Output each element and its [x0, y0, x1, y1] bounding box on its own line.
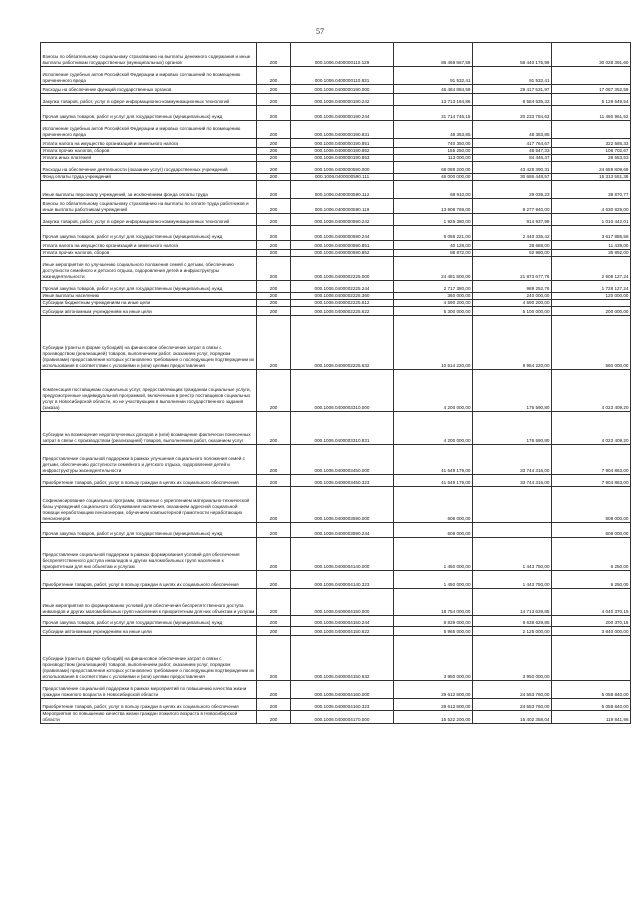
row-budget-code-cell: 000.1006.0400003310.000 [291, 370, 394, 412]
row-unexecuted-amount-cell: 5 058 840,00 [552, 699, 631, 711]
row-approved-amount-cell: 1 450 000,00 [394, 538, 473, 571]
row-executed-amount-cell: 30 686 448,57 [473, 174, 552, 181]
row-approved-amount-cell: 91 532,41 [394, 67, 473, 85]
row-executed-amount-cell: 176 590,80 [473, 412, 552, 445]
row-budget-code-cell: 000.1006.0400000110.831 [291, 67, 394, 85]
row-unexecuted-amount-cell [552, 67, 631, 85]
row-executed-amount-cell: 33 744 316,00 [473, 445, 552, 475]
row-executed-amount-cell: 28 688,00 [473, 241, 552, 250]
row-executed-amount-cell: 5 100 000,00 [473, 307, 552, 316]
row-budget-code-cell: 000.1006.0400004150.622 [291, 627, 394, 636]
row-executed-amount-cell [473, 487, 552, 523]
row-name-cell: Предоставление социальной поддержки в рамках формирования условий для обеспечения беспрепятственного доступа инвалидов и других маломобильных групп населения к приоритетным для них объектам и услугам [41, 538, 257, 571]
row-admin-code-cell: 200 [257, 370, 291, 412]
row-unexecuted-amount-cell: 4 630 829,00 [552, 199, 631, 214]
row-executed-amount-cell: 58 440 175,99 [473, 43, 552, 67]
row-approved-amount-cell: 3 950 000,00 [394, 636, 473, 681]
row-name-cell: Фонд оплаты труда учреждений [41, 174, 257, 181]
row-executed-amount-cell: 43 428 390,31 [473, 162, 552, 174]
row-budget-code-cell: 000.1006.0400004170.000 [291, 711, 394, 724]
row-unexecuted-amount-cell: 3 840 000,00 [552, 627, 631, 636]
row-unexecuted-amount-cell [552, 300, 631, 307]
table-row [41, 445, 631, 475]
row-budget-code-cell: 000.1006.0400000590.242 [291, 214, 394, 226]
table-row [41, 199, 631, 214]
row-budget-code-cell: 000.1006.0400004150.632 [291, 636, 394, 681]
row-executed-amount-cell: 14 713 629,85 [473, 589, 552, 616]
row-name-cell: Уплата иных платежей [41, 155, 257, 162]
row-executed-amount-cell: 240 000,00 [473, 293, 552, 300]
row-approved-amount-cell: 13 713 184,86 [394, 94, 473, 106]
row-admin-code-cell: 200 [257, 571, 291, 589]
row-name-cell: Прочая закупка товаров, работ и услуг для государственных (муниципальных) нужд [41, 616, 257, 627]
row-budget-code-cell: 000.1006.0400000190.242 [291, 94, 394, 106]
row-budget-code-cell: 000.1006.0400003590.000 [291, 487, 394, 523]
row-unexecuted-amount-cell: 1 728 127,24 [552, 281, 631, 293]
row-budget-code-cell: 000.1006.0400000190.853 [291, 155, 394, 162]
row-name-cell: Приобретение товаров, работ, услуг в пользу граждан в целях их социального обеспечения [41, 475, 257, 487]
table-row [41, 181, 631, 199]
row-approved-amount-cell: 24 481 800,00 [394, 257, 473, 281]
row-budget-code-cell: 000.1006.0400003310.831 [291, 412, 394, 445]
row-executed-amount-cell: 8 584 635,32 [473, 94, 552, 106]
row-name-cell: Исполнение судебных актов Российской Федерации и мировых соглашений по возмещению причиненного вреда [41, 121, 257, 139]
row-executed-amount-cell: 48 353,85 [473, 121, 552, 139]
table-row [41, 475, 631, 487]
row-unexecuted-amount-cell: 322 585,33 [552, 139, 631, 148]
row-unexecuted-amount-cell: 15 313 551,38 [552, 174, 631, 181]
row-executed-amount-cell: 24 553 760,00 [473, 681, 552, 699]
table-row [41, 711, 631, 724]
row-approved-amount-cell: 608 000,00 [394, 523, 473, 538]
row-executed-amount-cell: 24 553 760,00 [473, 699, 552, 711]
row-approved-amount-cell: 360 000,00 [394, 293, 473, 300]
row-name-cell: Приобретение товаров, работ, услуг в пользу граждан в целях их социального обеспечения [41, 571, 257, 589]
row-executed-amount-cell: 9 954 220,00 [473, 316, 552, 370]
row-budget-code-cell: 000.1006.0400002225.622 [291, 307, 394, 316]
row-budget-code-cell: 000.1006.0400004160.000 [291, 681, 394, 699]
row-budget-code-cell: 000.1006.0400000590.111 [291, 174, 394, 181]
row-admin-code-cell: 200 [257, 699, 291, 711]
table-row [41, 106, 631, 121]
row-unexecuted-amount-cell [552, 636, 631, 681]
row-budget-code-cell: 000.1006.0400002225.000 [291, 257, 394, 281]
row-unexecuted-amount-cell: 4 023 409,20 [552, 370, 631, 412]
table-row [41, 241, 631, 250]
row-approved-amount-cell: 4 200 000,00 [394, 370, 473, 412]
table-row [41, 43, 631, 67]
row-budget-code-cell: 000.1006.0400002225.360 [291, 293, 394, 300]
table-row [41, 162, 631, 174]
row-admin-code-cell: 200 [257, 67, 291, 85]
budget-table-body [41, 43, 631, 724]
table-row [41, 67, 631, 85]
row-budget-code-cell: 000.1006.0400004140.323 [291, 571, 394, 589]
row-name-cell: Уплата налога на имущество организаций и земельного налога [41, 139, 257, 148]
row-approved-amount-cell: 29 612 800,00 [394, 681, 473, 699]
row-admin-code-cell: 200 [257, 257, 291, 281]
row-executed-amount-cell: 91 532,41 [473, 67, 552, 85]
row-unexecuted-amount-cell: 200 000,00 [552, 307, 631, 316]
row-unexecuted-amount-cell: 3 617 885,58 [552, 226, 631, 241]
row-executed-amount-cell: 914 937,99 [473, 214, 552, 226]
row-approved-amount-cell: 15 522 200,00 [394, 711, 473, 724]
row-name-cell: Субсидии автономным учреждениям на иные цели [41, 627, 257, 636]
row-approved-amount-cell: 740 350,00 [394, 139, 473, 148]
row-name-cell: Иные выплаты населению [41, 293, 257, 300]
row-name-cell: Расходы на обеспечение деятельности (оказание услуг) государственных учреждений [41, 162, 257, 174]
row-approved-amount-cell: 113 000,00 [394, 155, 473, 162]
table-row [41, 681, 631, 699]
table-row [41, 121, 631, 139]
row-approved-amount-cell: 1 925 380,00 [394, 214, 473, 226]
row-executed-amount-cell: 1 443 750,00 [473, 538, 552, 571]
row-name-cell: Закупка товаров, работ, услуг в сфере информационно-коммуникационных технологий [41, 94, 257, 106]
table-row [41, 250, 631, 257]
row-admin-code-cell: 200 [257, 281, 291, 293]
table-row [41, 155, 631, 162]
row-name-cell: Мероприятия по повышению качества жизни граждан пожилого возраста в Новосибирской области [41, 711, 257, 724]
row-budget-code-cell: 000.1006.0400000110.129 [291, 43, 394, 67]
row-executed-amount-cell: 2 440 335,42 [473, 226, 552, 241]
row-budget-code-cell: 000.1006.0400003590.244 [291, 523, 394, 538]
row-approved-amount-cell: 4 200 000,00 [394, 412, 473, 445]
row-admin-code-cell: 200 [257, 214, 291, 226]
table-row [41, 139, 631, 148]
row-unexecuted-amount-cell: 17 067 352,59 [552, 85, 631, 94]
row-unexecuted-amount-cell: 28 553,53 [552, 155, 631, 162]
row-name-cell: Субсидии (гранты в форме субсидий) на финансовое обеспечение затрат в связи с производством (реализацией) товаров, выполнением работ, оказанием услуг, порядком (правилами) предоставления которых установлено требование о последующем подтверждении их использования в соответствии с условиями и (или) целями предоставления [41, 636, 257, 681]
row-admin-code-cell: 200 [257, 174, 291, 181]
row-name-cell: Иные мероприятия по формированию условий для обеспечения беспрепятственного доступа инвалидов и других маломобильных групп населения к приоритетным для них объектам и услугам [41, 589, 257, 616]
row-name-cell: Предоставление социальной поддержки в рамках улучшения социального положения семей с детьми, обеспечению доступности семейного и детского отдыха, оздоровления детей и инфраструктуры жизнедеятельности [41, 445, 257, 475]
row-budget-code-cell: 000.1006.0400000590.112 [291, 181, 394, 199]
row-executed-amount-cell: 176 590,80 [473, 370, 552, 412]
row-approved-amount-cell: 5 300 000,00 [394, 307, 473, 316]
row-budget-code-cell: 000.1006.0400000590.851 [291, 241, 394, 250]
row-approved-amount-cell: 608 000,00 [394, 487, 473, 523]
row-admin-code-cell: 200 [257, 162, 291, 174]
row-admin-code-cell: 200 [257, 293, 291, 300]
row-name-cell: Расходы на обеспечение функций государственных органов [41, 85, 257, 94]
row-approved-amount-cell: 46 484 884,59 [394, 85, 473, 94]
row-unexecuted-amount-cell: 200 370,15 [552, 616, 631, 627]
row-approved-amount-cell: 1 450 000,00 [394, 571, 473, 589]
row-unexecuted-amount-cell: 7 904 863,00 [552, 475, 631, 487]
row-executed-amount-cell: 8 638 629,85 [473, 616, 552, 627]
row-unexecuted-amount-cell: 4 040 370,15 [552, 589, 631, 616]
row-executed-amount-cell: 15 402 358,04 [473, 711, 552, 724]
row-name-cell: Иные выплаты персоналу учреждений, за исключением фонда оплаты труда [41, 181, 257, 199]
row-executed-amount-cell: 84 446,47 [473, 155, 552, 162]
row-admin-code-cell: 200 [257, 307, 291, 316]
row-name-cell: Иные мероприятия по улучшению социального положения семей с детьми, обеспечению доступности семейного и детского отдыха, оздоровления детей и инфраструктуры жизнедеятельности [41, 257, 257, 281]
table-row [41, 148, 631, 155]
row-approved-amount-cell: 31 714 746,15 [394, 106, 473, 121]
row-admin-code-cell: 200 [257, 43, 291, 67]
row-unexecuted-amount-cell: 120 000,00 [552, 293, 631, 300]
row-unexecuted-amount-cell: 6 250,00 [552, 538, 631, 571]
row-executed-amount-cell: 29 039,23 [473, 181, 552, 199]
row-approved-amount-cell: 10 514 220,00 [394, 316, 473, 370]
table-row [41, 214, 631, 226]
row-admin-code-cell: 200 [257, 226, 291, 241]
row-name-cell: Прочая закупка товаров, работ и услуг для государственных (муниципальных) нужд [41, 281, 257, 293]
row-approved-amount-cell: 5 965 000,00 [394, 627, 473, 636]
row-name-cell: Субсидии (гранты в форме субсидий) на финансовое обеспечение затрат в связи с производством (реализацией) товаров, выполнением работ, оказанием услуг, порядком (правилами) предоставления которых установлено требование о последующем подтверждении их использования в соответствии с условиями и (или) целями предоставления [41, 316, 257, 370]
table-row [41, 293, 631, 300]
row-budget-code-cell: 000.1006.0400003450.000 [291, 445, 394, 475]
row-approved-amount-cell: 8 839 000,00 [394, 616, 473, 627]
budget-table [40, 42, 631, 724]
row-approved-amount-cell: 46 000 000,00 [394, 174, 473, 181]
row-admin-code-cell: 200 [257, 616, 291, 627]
row-executed-amount-cell: 48 547,33 [473, 148, 552, 155]
table-row [41, 589, 631, 616]
row-admin-code-cell: 200 [257, 139, 291, 148]
row-budget-code-cell: 000.1006.0400004150.244 [291, 616, 394, 627]
table-row [41, 487, 631, 523]
row-name-cell: Компенсация поставщикам социальных услуг, предоставляющим гражданам социальные услуги, предусмотренные индивидуальной программой, включенным в реестр поставщиков социальных услуг в Новосибирской области, но не участвующим в выполнении государственного задания (заказа) [41, 370, 257, 412]
row-name-cell: Уплата прочих налогов, сборов [41, 148, 257, 155]
row-unexecuted-amount-cell: 24 659 809,69 [552, 162, 631, 174]
row-executed-amount-cell: 52 980,00 [473, 250, 552, 257]
row-admin-code-cell: 200 [257, 412, 291, 445]
row-approved-amount-cell: 29 612 800,00 [394, 699, 473, 711]
row-budget-code-cell: 000.1006.0400000590.000 [291, 162, 394, 174]
row-name-cell: Исполнение судебных актов Российской Федерации и мировых соглашений по возмещению причиненного вреда [41, 67, 257, 85]
row-budget-code-cell: 000.1006.0400000190.000 [291, 85, 394, 94]
row-unexecuted-amount-cell: 2 608 127,24 [552, 257, 631, 281]
row-unexecuted-amount-cell: 119 841,96 [552, 711, 631, 724]
row-approved-amount-cell: 6 058 221,00 [394, 226, 473, 241]
table-row [41, 636, 631, 681]
row-admin-code-cell: 200 [257, 85, 291, 94]
row-admin-code-cell: 200 [257, 155, 291, 162]
table-row [41, 523, 631, 538]
row-approved-amount-cell: 41 649 179,00 [394, 445, 473, 475]
row-unexecuted-amount-cell: 5 058 840,00 [552, 681, 631, 699]
row-budget-code-cell: 000.1006.0400000190.852 [291, 148, 394, 155]
row-admin-code-cell: 200 [257, 199, 291, 214]
row-budget-code-cell: 000.1006.0400004140.000 [291, 538, 394, 571]
row-approved-amount-cell: 155 250,00 [394, 148, 473, 155]
row-approved-amount-cell: 88 872,00 [394, 250, 473, 257]
row-approved-amount-cell: 18 754 000,00 [394, 589, 473, 616]
row-budget-code-cell: 000.1006.0400004150.000 [291, 589, 394, 616]
row-budget-code-cell: 000.1006.0400002225.244 [291, 281, 394, 293]
row-unexecuted-amount-cell: 5 128 549,54 [552, 94, 631, 106]
row-name-cell: Прочая закупка товаров, работ и услуг для государственных (муниципальных) нужд [41, 523, 257, 538]
row-unexecuted-amount-cell: 6 250,00 [552, 571, 631, 589]
row-approved-amount-cell: 48 353,85 [394, 121, 473, 139]
table-row [41, 281, 631, 293]
table-row [41, 226, 631, 241]
row-admin-code-cell: 200 [257, 241, 291, 250]
row-executed-amount-cell: 33 744 316,00 [473, 475, 552, 487]
row-admin-code-cell: 200 [257, 589, 291, 616]
row-admin-code-cell: 200 [257, 106, 291, 121]
row-admin-code-cell: 200 [257, 94, 291, 106]
row-unexecuted-amount-cell: 35 892,00 [552, 250, 631, 257]
row-name-cell: Субсидии на возмещение недополученных доходов и (или) возмещение фактически понесенных затрат в связи с производством (реализацией) товаров, выполнением работ, оказанием услуг [41, 412, 257, 445]
table-row [41, 571, 631, 589]
row-unexecuted-amount-cell: 608 000,00 [552, 487, 631, 523]
row-name-cell: Прочая закупка товаров, работ и услуг для государственных (муниципальных) нужд [41, 226, 257, 241]
row-admin-code-cell: 200 [257, 300, 291, 307]
table-row [41, 94, 631, 106]
row-unexecuted-amount-cell: 1 010 442,01 [552, 214, 631, 226]
table-row [41, 85, 631, 94]
row-budget-code-cell: 000.1006.0400000190.244 [291, 106, 394, 121]
row-name-cell: Предоставление социальной поддержки в рамках мероприятий по повышению качества жизни граждан пожилого возраста в Новосибирской области [41, 681, 257, 699]
row-unexecuted-amount-cell: 7 904 863,00 [552, 445, 631, 475]
table-row [41, 412, 631, 445]
row-name-cell: Закупка товаров, работ, услуг в сфере информационно-коммуникационных технологий [41, 214, 257, 226]
row-budget-code-cell: 000.1006.0400003450.323 [291, 475, 394, 487]
row-executed-amount-cell: 20 233 784,63 [473, 106, 552, 121]
table-row [41, 257, 631, 281]
row-unexecuted-amount-cell: 39 870,77 [552, 181, 631, 199]
row-name-cell: Субсидии бюджетным учреждениям на иные цели [41, 300, 257, 307]
row-executed-amount-cell: 417 764,67 [473, 139, 552, 148]
row-admin-code-cell: 200 [257, 711, 291, 724]
row-admin-code-cell: 200 [257, 523, 291, 538]
row-budget-code-cell: 000.1006.0400000590.244 [291, 226, 394, 241]
row-admin-code-cell: 200 [257, 148, 291, 155]
table-row [41, 616, 631, 627]
row-admin-code-cell: 200 [257, 487, 291, 523]
row-admin-code-cell: 200 [257, 445, 291, 475]
row-unexecuted-amount-cell: 106 702,67 [552, 148, 631, 155]
row-unexecuted-amount-cell: 4 023 409,20 [552, 412, 631, 445]
row-unexecuted-amount-cell: 11 480 961,52 [552, 106, 631, 121]
row-executed-amount-cell: 29 417 531,97 [473, 85, 552, 94]
row-approved-amount-cell: 40 128,00 [394, 241, 473, 250]
row-name-cell: Приобретение товаров, работ, услуг в пользу граждан в целях их социального обеспечения [41, 699, 257, 711]
page-number: 57 [316, 27, 324, 36]
table-row [41, 316, 631, 370]
table-row [41, 538, 631, 571]
row-budget-code-cell: 000.1006.0400002225.612 [291, 300, 394, 307]
row-executed-amount-cell: 21 873 677,76 [473, 257, 552, 281]
row-name-cell: Субсидии автономным учреждениям на иные цели [41, 307, 257, 316]
table-row [41, 627, 631, 636]
row-budget-code-cell: 000.1006.0400002225.632 [291, 316, 394, 370]
row-admin-code-cell: 200 [257, 250, 291, 257]
row-budget-code-cell: 000.1006.0400000590.852 [291, 250, 394, 257]
row-name-cell: Взносы по обязательному социальному страхованию на выплаты денежного содержания и иные выплаты работникам государственных (муниципальных) органов [41, 43, 257, 67]
row-budget-code-cell: 000.1006.0400000190.851 [291, 139, 394, 148]
row-budget-code-cell: 000.1006.0400004160.323 [291, 699, 394, 711]
row-approved-amount-cell: 86 468 567,59 [394, 43, 473, 67]
row-name-cell: Прочая закупка товаров, работ и услуг для государственных (муниципальных) нужд [41, 106, 257, 121]
table-row [41, 307, 631, 316]
row-unexecuted-amount-cell [552, 121, 631, 139]
row-executed-amount-cell: 2 125 000,00 [473, 627, 552, 636]
row-name-cell: Уплата налога на имущество организаций и земельного налога [41, 241, 257, 250]
row-admin-code-cell: 200 [257, 627, 291, 636]
row-executed-amount-cell: 9 277 940,00 [473, 199, 552, 214]
row-unexecuted-amount-cell: 11 439,00 [552, 241, 631, 250]
row-approved-amount-cell: 68 088 200,00 [394, 162, 473, 174]
row-admin-code-cell: 200 [257, 121, 291, 139]
row-name-cell: Софинансирование социальных программ, связанных с укреплением материально-технической базы учреждений социального обслуживания населения, оказанием адресной социальной помощи неработающим пенсионерам, обучением компьютерной грамотности неработающих пенсионеров [41, 487, 257, 523]
table-row [41, 174, 631, 181]
row-admin-code-cell: 200 [257, 681, 291, 699]
row-approved-amount-cell: 41 649 179,00 [394, 475, 473, 487]
row-unexecuted-amount-cell: 608 000,00 [552, 523, 631, 538]
row-unexecuted-amount-cell: 30 028 391,60 [552, 43, 631, 67]
row-admin-code-cell: 200 [257, 636, 291, 681]
row-approved-amount-cell: 2 717 380,00 [394, 281, 473, 293]
row-executed-amount-cell: 3 950 000,00 [473, 636, 552, 681]
row-budget-code-cell: 000.1006.0400000590.119 [291, 199, 394, 214]
row-approved-amount-cell: 4 590 200,00 [394, 300, 473, 307]
table-row [41, 370, 631, 412]
row-name-cell: Взносы по обязательному социальному страхованию на выплаты по оплате труда работников и иные выплаты работникам учреждений [41, 199, 257, 214]
row-admin-code-cell: 200 [257, 316, 291, 370]
table-row [41, 699, 631, 711]
row-approved-amount-cell: 13 908 769,00 [394, 199, 473, 214]
table-row [41, 300, 631, 307]
row-admin-code-cell: 200 [257, 475, 291, 487]
row-executed-amount-cell: 989 252,76 [473, 281, 552, 293]
row-executed-amount-cell [473, 523, 552, 538]
row-executed-amount-cell: 4 590 200,00 [473, 300, 552, 307]
row-executed-amount-cell: 1 443 750,00 [473, 571, 552, 589]
row-admin-code-cell: 200 [257, 538, 291, 571]
row-admin-code-cell: 200 [257, 181, 291, 199]
row-approved-amount-cell: 68 910,00 [394, 181, 473, 199]
row-budget-code-cell: 000.1006.0400000190.831 [291, 121, 394, 139]
row-name-cell: Уплата прочих налогов, сборов [41, 250, 257, 257]
row-unexecuted-amount-cell: 560 000,00 [552, 316, 631, 370]
